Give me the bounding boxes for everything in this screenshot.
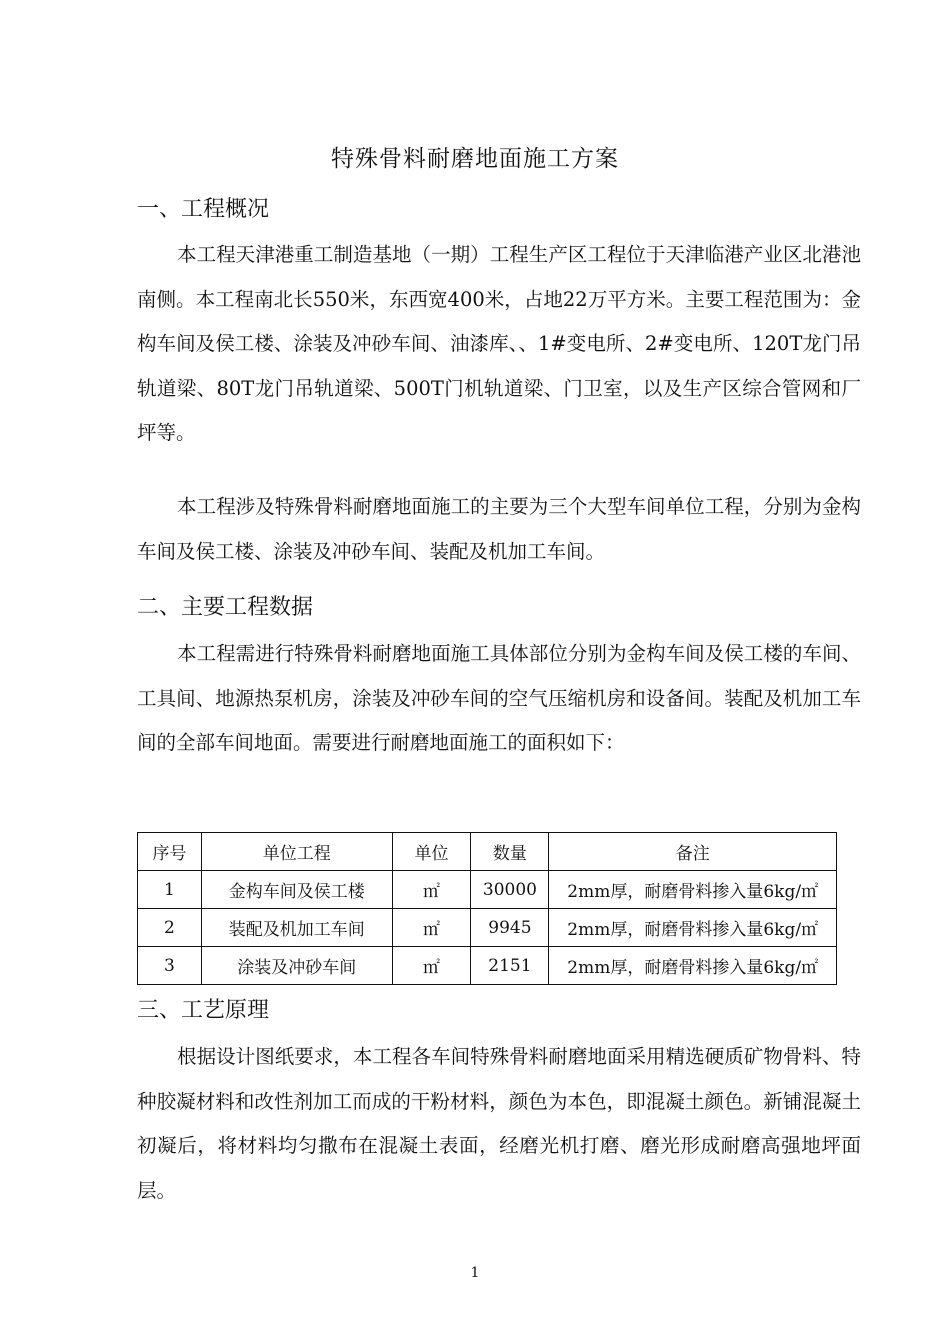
page-number: 1 [470, 1265, 480, 1281]
section-1-paragraph-1 [137, 233, 861, 456]
section-1-paragraph-2-text: 本工程涉及特殊骨料耐磨地面施工的主要为三个大型车间单位工程，分别为金构车间及侯工楼、涂装及冲砂车间、装配及机加工车间。 [137, 495, 861, 563]
table-cell: 2 [138, 909, 202, 947]
header-cell: 单位工程 [201, 833, 392, 871]
table-cell: 2mm厚，耐磨骨料掺入量6kg/㎡ [549, 947, 837, 985]
table-cell: ㎡ [392, 909, 471, 947]
section-3-paragraph-1 [137, 1035, 861, 1213]
section-1-paragraph-2 [137, 485, 861, 574]
header-cell: 单位 [392, 833, 471, 871]
table-cell: 9945 [471, 909, 549, 947]
table-cell: 1 [138, 871, 202, 909]
document-title: 特殊骨料耐磨地面施工方案 [331, 146, 619, 172]
section-3-heading: 三、工艺原理 [137, 998, 270, 1023]
table-row [138, 947, 837, 985]
table-cell: 3 [138, 947, 202, 985]
area-table [137, 832, 837, 985]
table-cell: 涂装及冲砂车间 [201, 947, 392, 985]
section-1-paragraph-1-text: 本工程天津港重工制造基地（一期）工程生产区工程位于天津临港产业区北港池南侧。本工程南北长550米，东西宽400米，占地22万平方米。主要工程范围为：金构车间及侯工楼、涂装及冲砂车间、油漆库、、1#变电所、2#变电所、120T龙门吊轨道梁、80T龙门吊轨道梁、500T门机轨道梁、门卫室，以及生产区综合管网和厂坪等。 [137, 243, 861, 444]
table-header-row [138, 833, 837, 871]
table-cell: 装配及机加工车间 [201, 909, 392, 947]
header-cell: 备注 [549, 833, 837, 871]
section-1-heading: 一、工程概况 [137, 197, 270, 222]
table-cell: ㎡ [392, 947, 471, 985]
header-cell: 序号 [138, 833, 202, 871]
table-cell: 金构车间及侯工楼 [201, 871, 392, 909]
table-cell: ㎡ [392, 871, 471, 909]
section-3-paragraph-1-text: 根据设计图纸要求，本工程各车间特殊骨料耐磨地面采用精选硬质矿物骨料、特种胶凝材料和改性剂加工而成的干粉材料，颜色为本色，即混凝土颜色。新铺混凝土初凝后，将材料均匀撒布在混凝土表面，经磨光机打磨、磨光形成耐磨高强地坪面层。 [137, 1045, 861, 1202]
table-cell: 2151 [471, 947, 549, 985]
table-cell: 2mm厚，耐磨骨料掺入量6kg/㎡ [549, 909, 837, 947]
section-2-heading: 二、主要工程数据 [137, 595, 314, 620]
section-2-paragraph-1 [137, 632, 861, 766]
table-cell: 30000 [471, 871, 549, 909]
table-row [138, 871, 837, 909]
table-row [138, 909, 837, 947]
section-2-paragraph-1-text: 本工程需进行特殊骨料耐磨地面施工具体部位分别为金构车间及侯工楼的车间、工具间、地源热泵机房，涂装及冲砂车间的空气压缩机房和设备间。装配及机加工车间的全部车间地面。需要进行耐磨地面施工的面积如下： [137, 642, 861, 754]
header-cell: 数量 [471, 833, 549, 871]
table-cell: 2mm厚，耐磨骨料掺入量6kg/㎡ [549, 871, 837, 909]
